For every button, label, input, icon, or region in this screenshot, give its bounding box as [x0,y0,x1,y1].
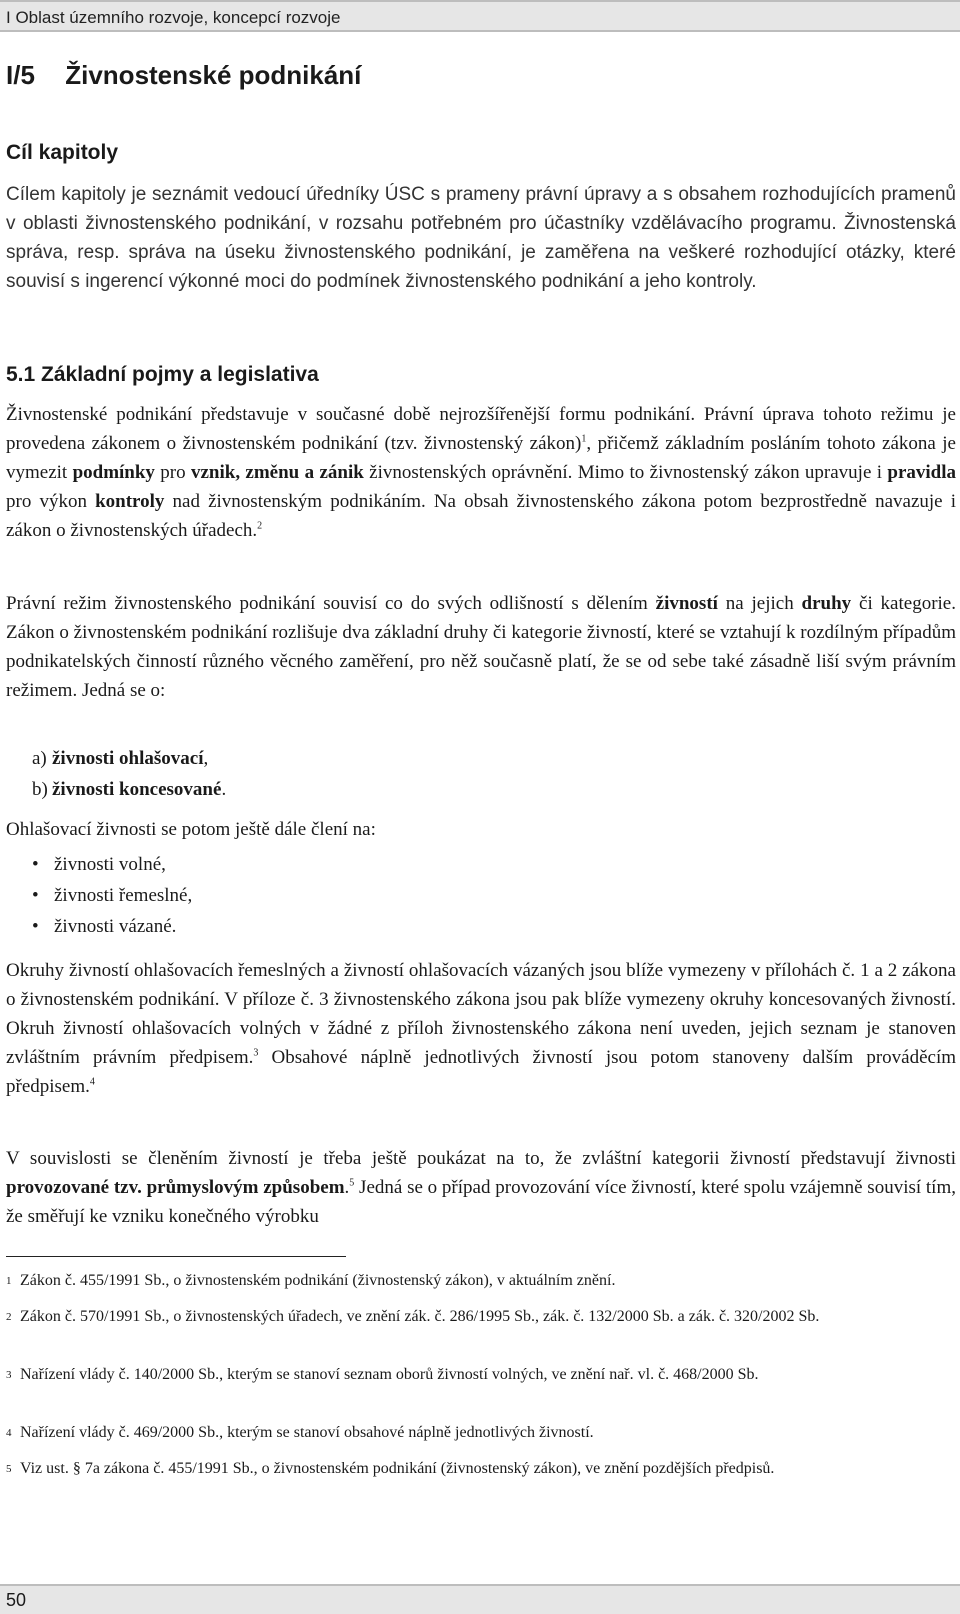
goal-heading: Cíl kapitoly [6,141,119,164]
page-number: 50 [6,1590,27,1610]
subkinds-list [6,849,956,942]
page-footer [0,1584,960,1614]
goal-paragraph: Cílem kapitoly je seznámit vedoucí úředníky ÚSC s prameny právní úpravy a s obsahem rozhodujících pramenů v oblasti živnostenského podnikání, v rozsahu potřebném pro účastníky vzdělávacího programu. Živnostenská správa, resp. správa na úseku živnostenského podnikání, je zaměřena na veškeré rozhodující otázky, které souvisí s ingerencí výkonné moci do podmínek živnostenského podnikání a jeho kontroly. [6,184,956,292]
footnote-ref: 5 [349,1177,355,1189]
footnote-ref: 3 [253,1047,259,1059]
chapter-heading [6,60,361,91]
list-item: b) živnosti koncesované. [32,779,227,800]
paragraph-kinds: Právní režim živnostenského podnikání souvisí co do svých odlišností s dělením živností na jejich druhy či kategorie. Zákon o živnostenském podnikání rozlišuje dva základní druhy či kategorie živností, které se vztahují k rozdílným případům podnikatelských činností různého věcného zaměření, pro něž současně platí, že se od sebe také zásadně liší svým právním režimem. Jedná se o: [6,593,956,701]
paragraph-annexes: Okruhy živností ohlašovacích řemeslných a živností ohlašovacích vázaných jsou blíže vymezeny v přílohách č. 1 a 2 zákona o živnostenském podnikání. V příloze č. 3 živnostenského zákona jsou pak blíže vymezeny okruhy koncesovaných živností. Okruh živností ohlašovacích volných v žádné z příloh živnostenského zákona není uveden, jejich seznam je stanoven zvláštním právním předpisem.$^3$ Obsahové náplně jednotlivých živností jsou potom stanoveny dalším prováděcím předpisem.$^4$ [6,960,957,1097]
footnote-ref: 1 [581,433,587,445]
list-item: • živnosti řemeslné, [32,885,193,906]
list-item: • živnosti vázané. [32,916,177,937]
paragraph-industrial: V souvislosti se členěním živností je třeba ještě poukázat na to, že zvláštní kategorii živností představují živnosti provozované tzv. průmyslovým způsobem.$^5$ Jedná se o případ provozování více živností, které spolu vzájemně souvisí tím, že směřují ke vzniku konečného výrobku [6,1148,956,1227]
chapter-title: Živnostenské podnikání [65,60,362,90]
list-item: • živnosti volné, [32,854,166,875]
running-header [0,0,960,32]
running-title: I Oblast územního rozvoje, koncepcí rozvoje [6,8,341,27]
chapter-number: I/5 [6,60,35,90]
footnote-ref: 4 [89,1076,95,1088]
footnote: 1 Zákon č. 455/1991 Sb., o živnostenském podnikání (živnostenský zákon), v aktuálním znění. [6,1272,616,1289]
kinds-list [6,743,956,805]
footnote: 5 Viz ust. § 7a zákona č. 455/1991 Sb., o živnostenském podnikání (živnostenský zákon), ve znění pozdějších předpisů. [6,1460,775,1477]
paragraph-subdivision: Ohlašovací živnosti se potom ještě dále člení na: [6,819,376,840]
footnote: 3 Nařízení vlády č. 140/2000 Sb., kterým se stanoví seznam oborů živností volných, ve znění nař. vl. č. 468/2000 Sb. [6,1366,759,1383]
list-item: a) živnosti ohlašovací, [32,748,209,769]
section-heading: 5.1 Základní pojmy a legislativa [6,363,319,386]
footnote: 4 Nařízení vlády č. 469/2000 Sb., kterým se stanoví obsahové náplně jednotlivých živností. [6,1424,594,1441]
footnote-ref: 2 [257,520,263,532]
paragraph-legal-basis: Živnostenské podnikání představuje v současné době nejrozšířenější formu podnikání. Právní úprava tohoto režimu je provedena zákonem o živnostenském podnikání (tzv. živnostenský zákon)$^1$, přičemž základním posláním tohoto zákona je vymezit podmínky pro vznik, změnu a zánik živnostenských oprávnění. Mimo to živnostenský zákon upravuje i pravidla pro výkon kontroly nad živnostenským podnikáním. Na obsah živnostenského zákona potom bezprostředně navazuje i zákon o živnostenských úřadech.$^2$ [6,404,957,541]
footnote: 2 Zákon č. 570/1991 Sb., o živnostenských úřadech, ve znění zák. č. 286/1995 Sb., zák. č. 132/2000 Sb. a zák. č. 320/2002 Sb. [6,1308,820,1325]
footnote-divider [6,1256,346,1257]
